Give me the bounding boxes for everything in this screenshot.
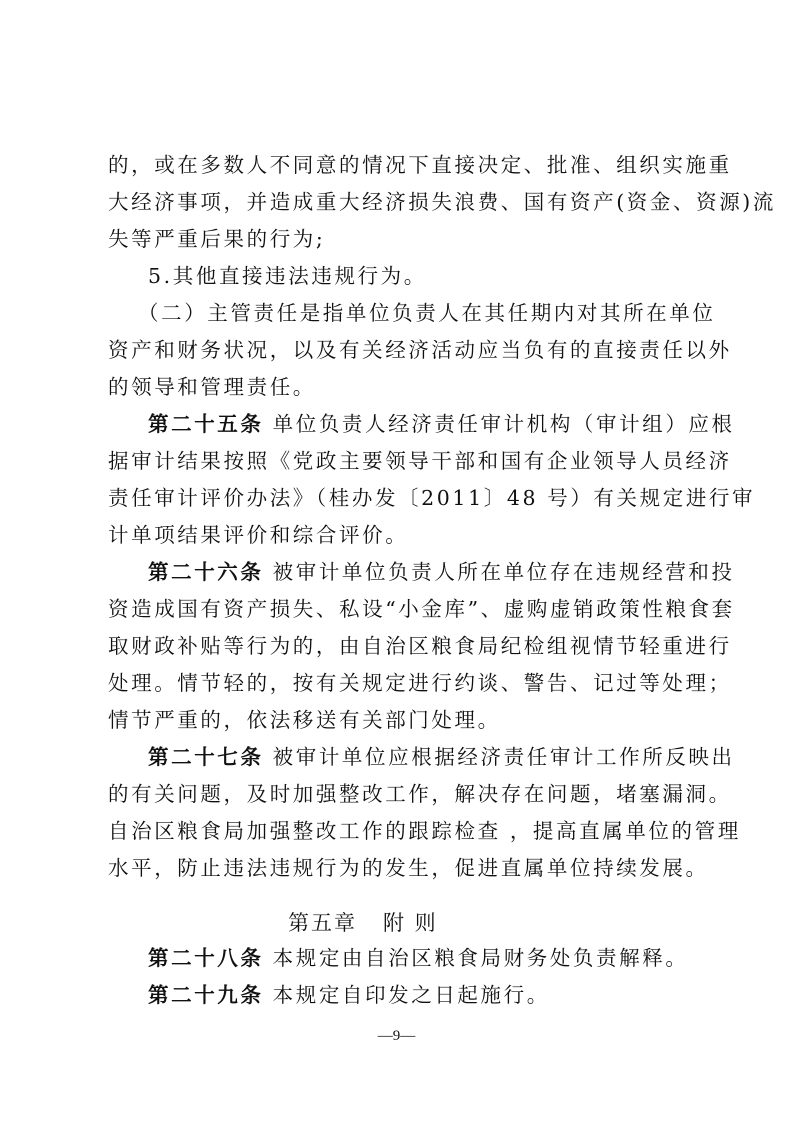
article-28-line (148, 945, 688, 971)
article-text: 被审计单位应根据经济责任审计工作所反映出 (272, 745, 735, 769)
paragraph-line: 据审计结果按照《党政主要领导干部和国有企业领导人员经济 (108, 449, 732, 473)
chapter-heading (288, 907, 438, 937)
paragraph-line: 责任审计评价办法》（桂办发〔2011〕48 号）有关规定进行审 (108, 486, 756, 510)
paragraph-line: 处理。情节轻的，按有关规定进行约谈、警告、记过等处理； (108, 671, 732, 695)
article-heading: 第二十五条 (148, 412, 264, 436)
article-heading: 第二十九条 (148, 983, 264, 1007)
paragraph-line: 的有关问题，及时加强整改工作，解决存在问题，堵塞漏洞。 (108, 782, 732, 806)
paragraph-line: 计单项结果评价和综合评价。 (108, 523, 409, 547)
paragraph-line: 资造成国有资产损失、私设“小金库”、虚购虚销政策性粮食套 (108, 597, 735, 621)
paragraph-line: 5.其他直接违法违规行为。 (148, 264, 427, 288)
article-text: 本规定由自治区粮食局财务处负责解释。 (272, 946, 689, 970)
paragraph-line: 大经济事项，并造成重大经济损失浪费、国有资产(资金、资源)流 (108, 190, 776, 214)
paragraph-line: 取财政补贴等行为的，由自治区粮食局纪检组视情节轻重进行 (108, 634, 732, 658)
article-text: 单位负责人经济责任审计机构（审计组）应根 (272, 412, 735, 436)
article-29-line (148, 982, 550, 1008)
article-text: 本规定自印发之日起施行。 (272, 983, 550, 1007)
article-26-first-line (148, 559, 735, 585)
paragraph-line: 情节严重的，依法移送有关部门处理。 (108, 708, 501, 732)
chapter-subtitle: 附 则 (383, 911, 438, 935)
paragraph-line: 失等严重后果的行为; (108, 227, 326, 251)
article-heading: 第二十七条 (148, 745, 264, 769)
paragraph-line: 的，或在多数人不同意的情况下直接决定、批准、组织实施重 (108, 153, 732, 177)
article-25-first-line (148, 411, 735, 437)
chapter-title: 第五章 (288, 911, 357, 935)
article-heading: 第二十八条 (148, 946, 264, 970)
article-text: 被审计单位负责人所在单位存在违规经营和投 (272, 560, 735, 584)
page-number: —9— (377, 1028, 416, 1044)
paragraph-line: 的领导和管理责任。 (108, 375, 316, 399)
article-heading: 第二十六条 (148, 560, 264, 584)
article-27-first-line (148, 744, 735, 770)
paragraph-line: （二）主管责任是指单位负责人在其任期内对其所在单位 (138, 301, 716, 325)
paragraph-line: 自治区粮食局加强整改工作的跟踪检查 ，提高直属单位的管理 (108, 819, 741, 843)
paragraph-line: 资产和财务状况，以及有关经济活动应当负有的直接责任以外 (108, 338, 732, 362)
paragraph-line: 水平，防止违法违规行为的发生，促进直属单位持续发展。 (108, 856, 709, 880)
